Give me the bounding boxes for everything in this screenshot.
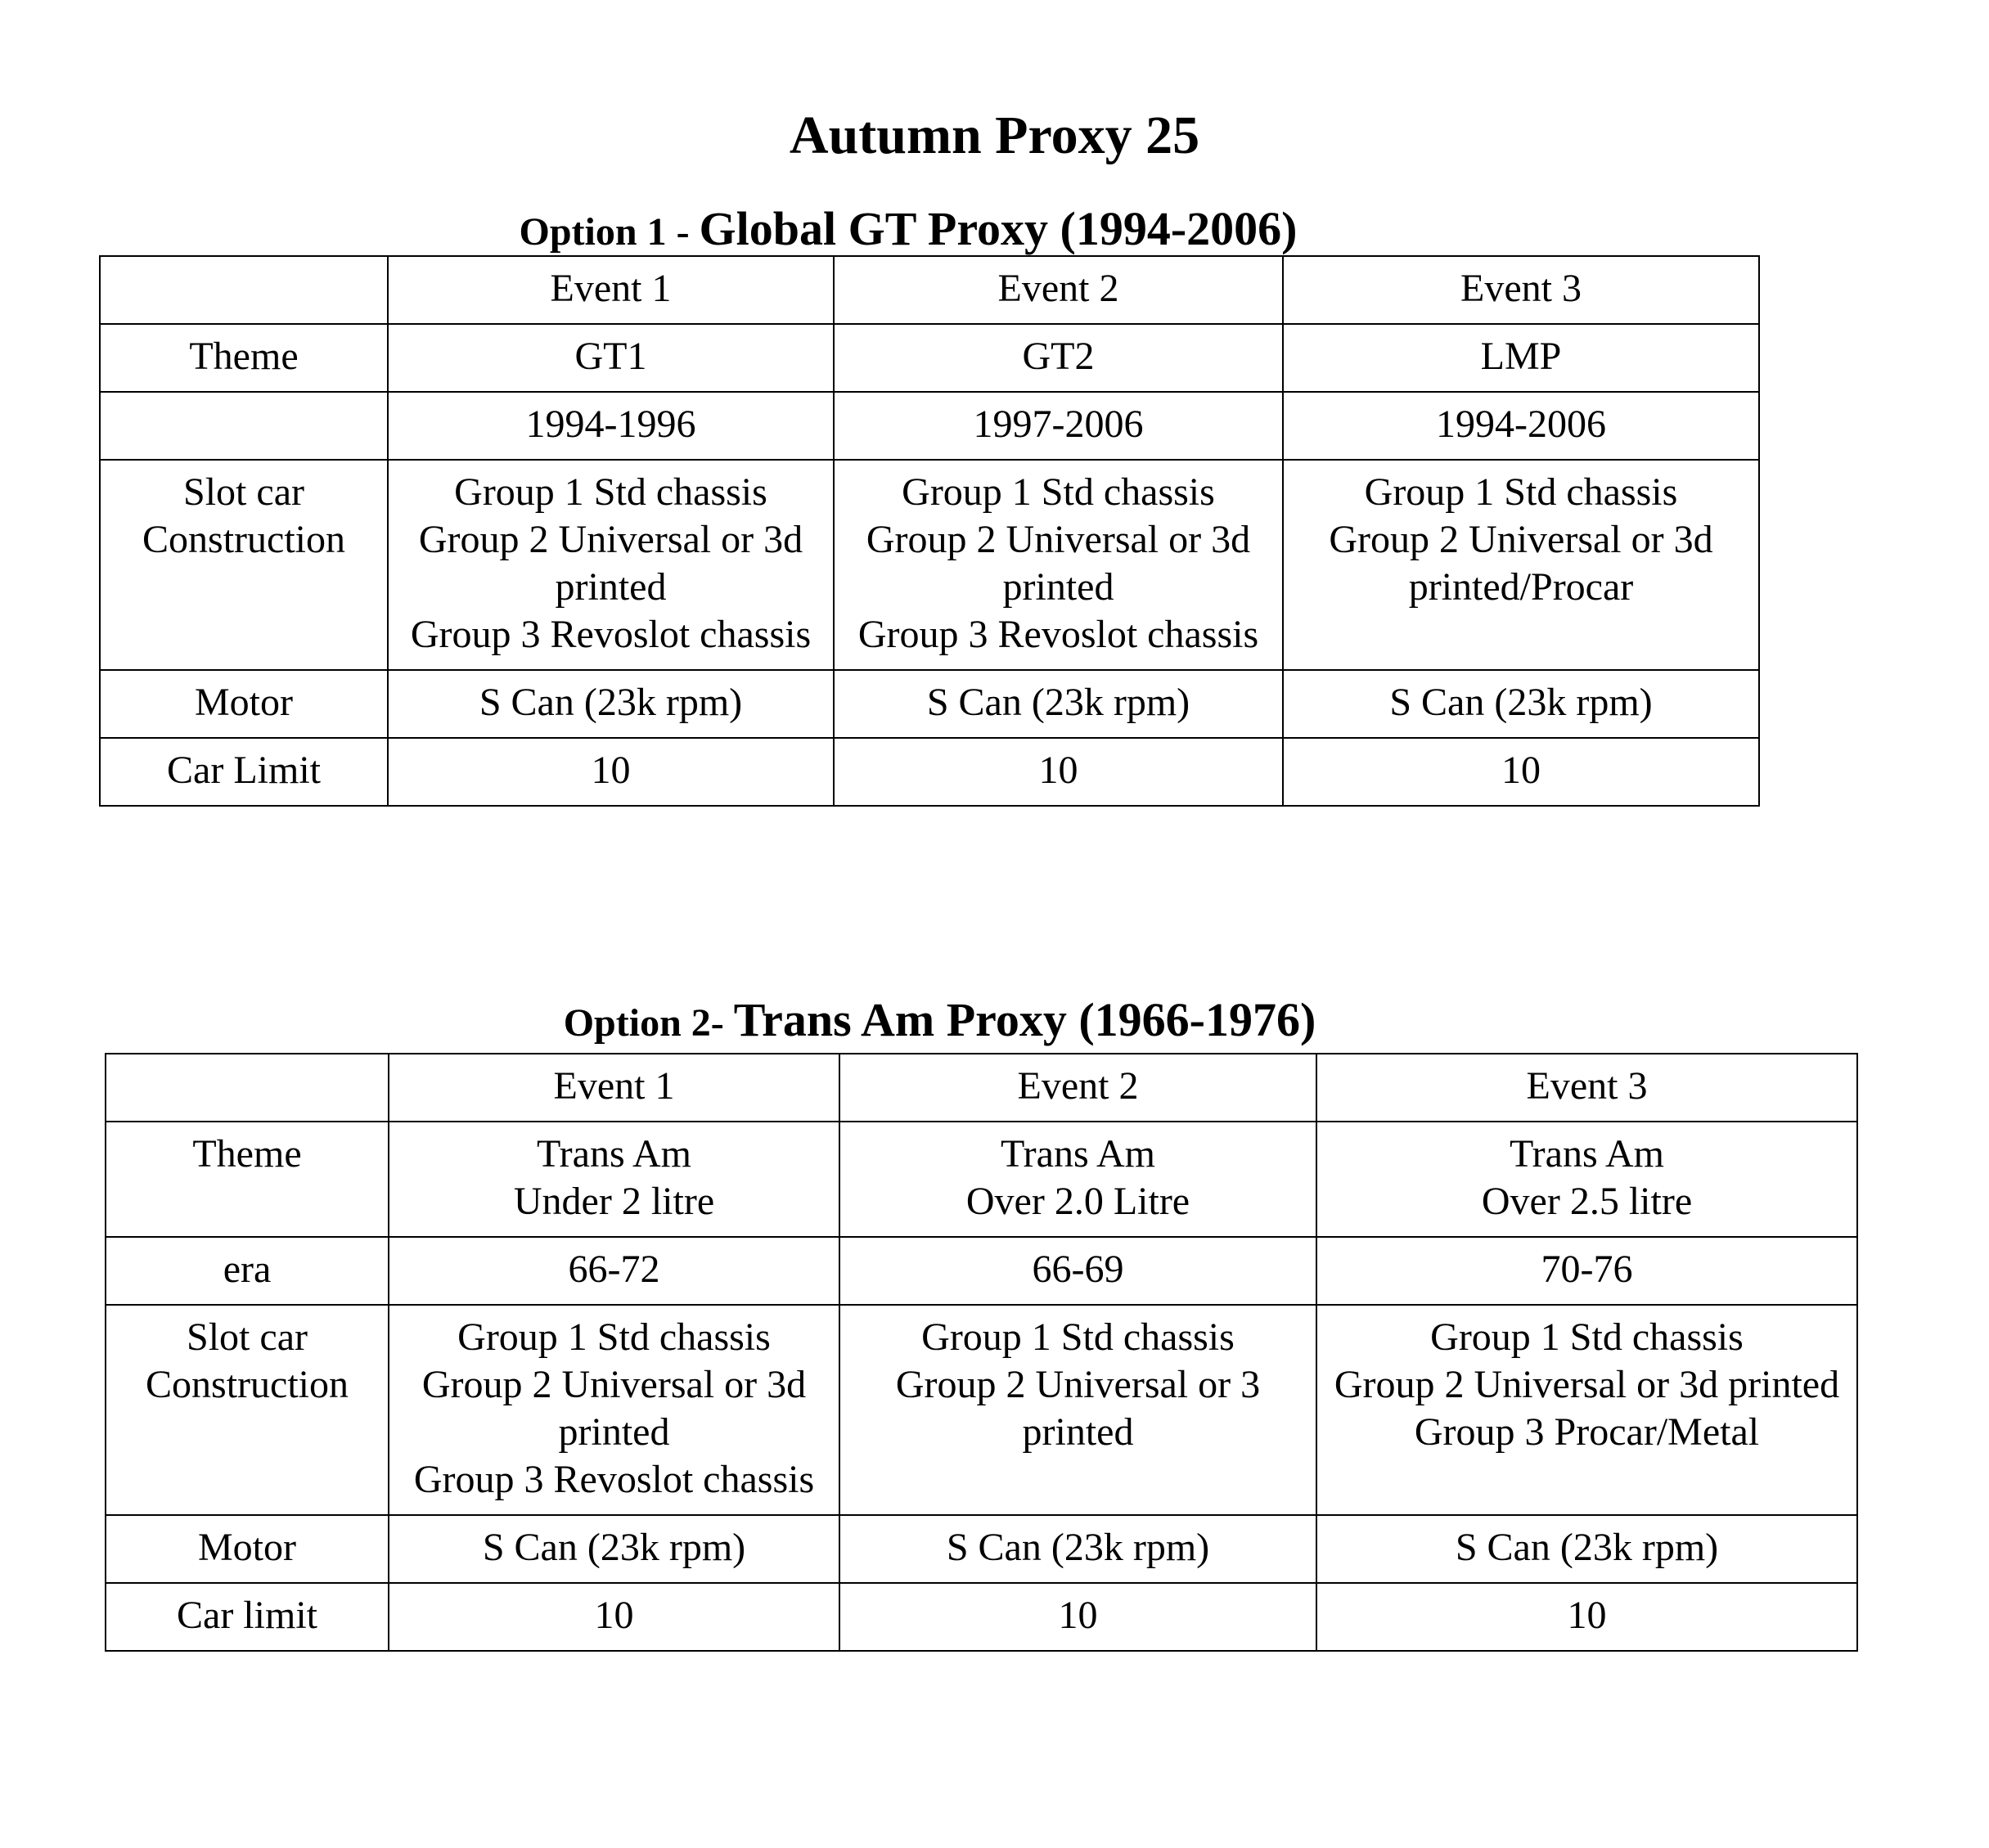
table-cell: GT2: [834, 324, 1283, 392]
table-cell: 1994-2006: [1283, 392, 1759, 460]
header-cell-empty: [106, 1054, 389, 1122]
table-cell: S Can (23k rpm): [1283, 670, 1759, 738]
option-1-name: Global GT Proxy (1994-2006): [699, 202, 1298, 255]
option-2-prefix: Option 2-: [563, 1001, 734, 1045]
table-cell: 70-76: [1316, 1237, 1857, 1305]
table-cell: GT1: [388, 324, 834, 392]
table-row-motor: [100, 670, 1759, 738]
row-label: Car Limit: [100, 738, 388, 806]
row-label: era: [106, 1237, 389, 1305]
option-1-prefix: Option 1 -: [519, 210, 700, 254]
table-cell: Trans Am Under 2 litre: [389, 1122, 839, 1237]
table-cell: 10: [1316, 1583, 1857, 1651]
table-cell: S Can (23k rpm): [839, 1515, 1316, 1583]
header-cell-event-3: Event 3: [1316, 1054, 1857, 1122]
table-cell: 66-72: [389, 1237, 839, 1305]
header-cell-event-3: Event 3: [1283, 256, 1759, 324]
table-cell: 66-69: [839, 1237, 1316, 1305]
row-label: Car limit: [106, 1583, 389, 1651]
option-1-table: [99, 255, 1760, 807]
table-cell: S Can (23k rpm): [388, 670, 834, 738]
table-cell: Group 1 Std chassis Group 2 Universal or 3 printed: [839, 1305, 1316, 1515]
table-cell: 1997-2006: [834, 392, 1283, 460]
table-cell: Group 1 Std chassis Group 2 Universal or 3d printed Group 3 Revoslot chassis: [388, 460, 834, 670]
table-cell: Trans Am Over 2.5 litre: [1316, 1122, 1857, 1237]
row-label: Theme: [100, 324, 388, 392]
table-row-construction: [106, 1305, 1857, 1515]
table-cell: 10: [834, 738, 1283, 806]
header-cell-event-1: Event 1: [388, 256, 834, 324]
table-cell: Trans Am Over 2.0 Litre: [839, 1122, 1316, 1237]
row-label: Slot car Construction: [100, 460, 388, 670]
option-2-heading: [0, 994, 1879, 1059]
table-header-row: [106, 1054, 1857, 1122]
option-2-name: Trans Am Proxy (1966-1976): [733, 993, 1316, 1046]
table-cell: 10: [389, 1583, 839, 1651]
header-cell-event-2: Event 2: [839, 1054, 1316, 1122]
table-row-construction: [100, 460, 1759, 670]
table-header-row: [100, 256, 1759, 324]
table-cell: Group 1 Std chassis Group 2 Universal or 3d printed Group 3 Procar/Metal: [1316, 1305, 1857, 1515]
document-title: Autumn Proxy 25: [789, 106, 1200, 165]
table-row-years: [100, 392, 1759, 460]
table-cell: LMP: [1283, 324, 1759, 392]
row-label: Motor: [106, 1515, 389, 1583]
table-cell: Group 1 Std chassis Group 2 Universal or 3d printed Group 3 Revoslot chassis: [834, 460, 1283, 670]
header-cell-empty: [100, 256, 388, 324]
table-row-theme: [100, 324, 1759, 392]
option-2-table: [105, 1053, 1858, 1652]
table-cell: 1994-1996: [388, 392, 834, 460]
table-row-car-limit: [100, 738, 1759, 806]
table-cell: S Can (23k rpm): [834, 670, 1283, 738]
table-cell: 10: [1283, 738, 1759, 806]
table-row-car-limit: [106, 1583, 1857, 1651]
table-cell: 10: [839, 1583, 1316, 1651]
row-label: Theme: [106, 1122, 389, 1237]
row-label: Motor: [100, 670, 388, 738]
header-cell-event-2: Event 2: [834, 256, 1283, 324]
table-row-era: [106, 1237, 1857, 1305]
table-cell: Group 1 Std chassis Group 2 Universal or 3d printed Group 3 Revoslot chassis: [389, 1305, 839, 1515]
table-cell: S Can (23k rpm): [389, 1515, 839, 1583]
row-label: Slot car Construction: [106, 1305, 389, 1515]
table-cell: Group 1 Std chassis Group 2 Universal or 3d printed/Procar: [1283, 460, 1759, 670]
row-label: [100, 392, 388, 460]
table-row-motor: [106, 1515, 1857, 1583]
table-row-theme: [106, 1122, 1857, 1237]
table-cell: S Can (23k rpm): [1316, 1515, 1857, 1583]
table-cell: 10: [388, 738, 834, 806]
header-cell-event-1: Event 1: [389, 1054, 839, 1122]
